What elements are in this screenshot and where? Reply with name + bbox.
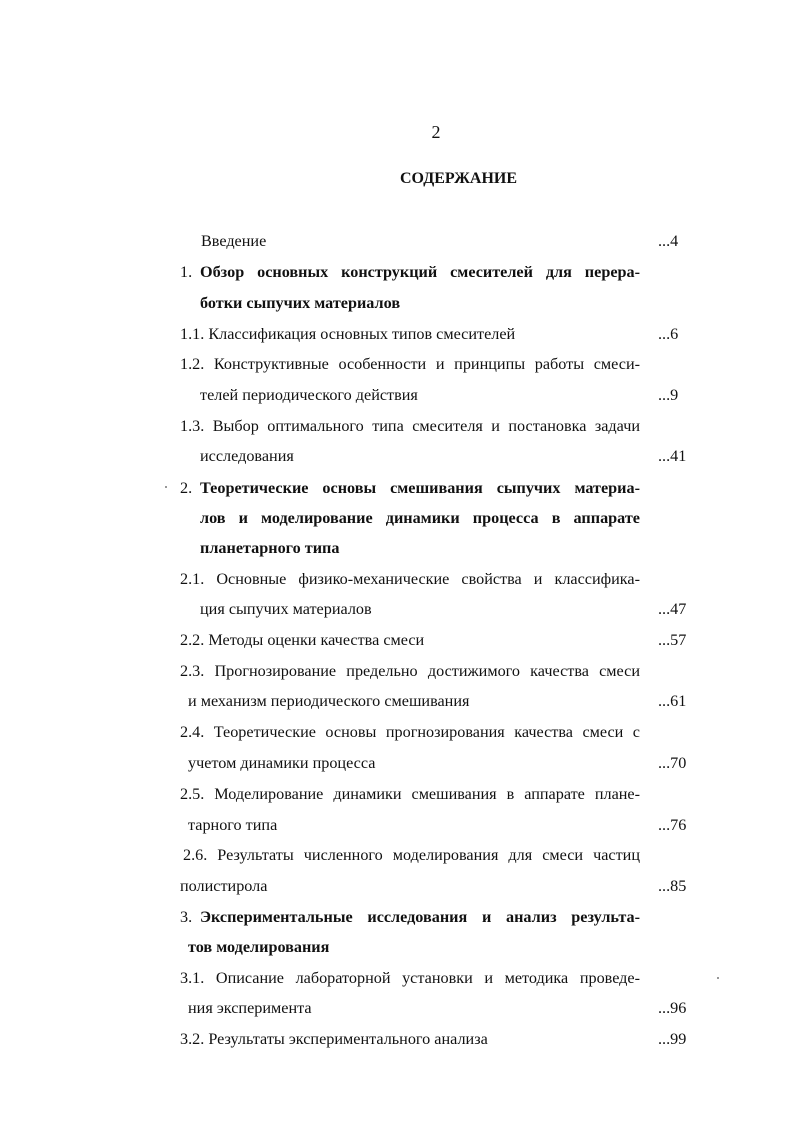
toc-chapter-1-title-line1: Обзор основных конструкций смесителей для перера- — [200, 263, 640, 281]
toc-chapter-1-title-line2: ботки сыпучих материалов — [200, 294, 401, 312]
toc-entry-2-3-line1: 2.3. Прогнозирование предельно достижимого качества смеси — [180, 662, 640, 680]
toc-chapter-3-number: 3. — [180, 908, 193, 926]
toc-entry-1-2-line1: 1.2. Конструктивные особенности и принципы работы смеси- — [180, 355, 640, 373]
toc-entry-2-2: 2.2. Методы оценки качества смеси — [180, 631, 425, 649]
toc-page-1-3: ...41 — [658, 447, 687, 465]
scan-speck — [717, 977, 719, 979]
toc-entry-1-3-line1: 1.3. Выбор оптимального типа смесителя и постановка задачи — [180, 417, 640, 435]
toc-entry-3-1-line1: 3.1. Описание лабораторной установки и методика проведе- — [180, 969, 640, 987]
toc-page-1-2: ...9 — [658, 386, 679, 404]
toc-entry-2-6-line2: полистирола — [180, 877, 268, 895]
toc-chapter-3-title-line1: Экспериментальные исследования и анализ результа- — [200, 908, 640, 926]
toc-entry-introduction: Введение — [201, 232, 267, 250]
toc-page-2-3: ...61 — [658, 692, 687, 710]
toc-entry-2-1-line1: 2.1. Основные физико-механические свойства и классифика- — [180, 570, 640, 588]
toc-page-3-2: ...99 — [658, 1030, 687, 1048]
toc-page-introduction: ...4 — [658, 232, 679, 250]
toc-entry-2-3-line2: и механизм периодического смешивания — [188, 692, 470, 710]
toc-entry-3-2: 3.2. Результаты экспериментального анализа — [180, 1030, 488, 1048]
toc-chapter-2-number: 2. — [180, 479, 193, 497]
toc-entry-2-4-line2: учетом динамики процесса — [188, 754, 376, 772]
toc-page-1-1: ...6 — [658, 325, 679, 343]
toc-page-2-4: ...70 — [658, 754, 687, 772]
scan-speck — [165, 486, 167, 488]
page-number: 2 — [431, 122, 442, 142]
toc-chapter-2-title-line3: планетарного типа — [200, 539, 340, 557]
toc-entry-2-4-line1: 2.4. Теоретические основы прогнозирования качества смеси с — [180, 723, 640, 741]
toc-page-2-2: ...57 — [658, 631, 687, 649]
toc-entry-2-6-line1: 2.6. Результаты численного моделирования для смеси частиц — [183, 846, 640, 864]
toc-chapter-2-title-line1: Теоретические основы смешивания сыпучих материа- — [200, 479, 640, 497]
toc-page-3-1: ...96 — [658, 999, 687, 1017]
toc-entry-1-2-line2: телей периодического действия — [200, 386, 418, 404]
toc-chapter-2-title-line2: лов и моделирование динамики процесса в аппарате — [200, 509, 640, 527]
toc-chapter-3-title-line2: тов моделирования — [188, 938, 330, 956]
toc-page-2-1: ...47 — [658, 600, 687, 618]
toc-entry-1-3-line2: исследования — [200, 447, 294, 465]
toc-entry-3-1-line2: ния эксперимента — [188, 999, 312, 1017]
toc-chapter-1-number: 1. — [180, 263, 193, 281]
toc-entry-1-1: 1.1. Классификация основных типов смесителей — [180, 325, 516, 343]
toc-title: СОДЕРЖАНИЕ — [399, 170, 518, 187]
toc-page-2-6: ...85 — [658, 877, 687, 895]
toc-entry-2-5-line2: тарного типа — [188, 816, 278, 834]
toc-entry-2-1-line2: ция сыпучих материалов — [200, 600, 372, 618]
toc-page-2-5: ...76 — [658, 816, 687, 834]
toc-entry-2-5-line1: 2.5. Моделирование динамики смешивания в аппарате плане- — [180, 785, 640, 803]
